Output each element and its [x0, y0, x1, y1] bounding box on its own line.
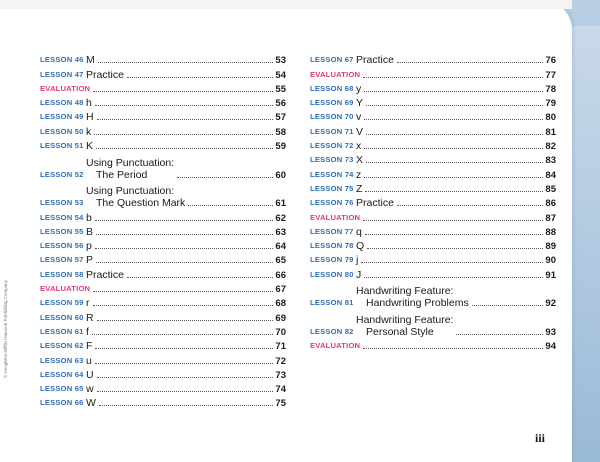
dot-leader [364, 176, 543, 178]
dot-leader [366, 104, 543, 106]
dot-leader [456, 333, 543, 335]
page-ref: 75 [275, 398, 286, 410]
dot-leader [93, 90, 273, 92]
dot-leader [95, 219, 274, 221]
toc-lesson-entry [40, 324, 286, 338]
page-ref: 82 [545, 141, 556, 153]
page-ref: 93 [545, 326, 556, 338]
lesson-label: LESSON 68 [310, 83, 354, 93]
dot-leader [365, 233, 544, 235]
page-ref: 77 [545, 69, 556, 81]
lesson-title: Practice [86, 268, 124, 281]
lesson-label: LESSON 49 [40, 112, 84, 122]
page-ref: 66 [275, 269, 286, 281]
lesson-title: H [86, 111, 94, 124]
toc-lesson-entry [310, 123, 556, 137]
lesson-label: LESSON 48 [40, 98, 84, 108]
toc-lesson-entry [310, 152, 556, 166]
dot-leader [364, 118, 543, 120]
dot-leader [93, 304, 274, 306]
page-ref: 86 [545, 198, 556, 210]
toc-lesson-entry [310, 224, 556, 238]
dot-leader [363, 347, 543, 349]
toc-evaluation-entry [40, 281, 286, 295]
lesson-label: LESSON 80 [310, 269, 354, 279]
lesson-label: LESSON 63 [40, 355, 84, 365]
toc-lesson-entry [40, 152, 286, 181]
lesson-title: V [356, 125, 364, 138]
page-ref: 81 [545, 126, 556, 138]
dot-leader [363, 76, 543, 78]
lesson-title: j [356, 254, 359, 267]
toc-lesson-entry [40, 252, 286, 266]
lesson-title: The Question Mark [96, 197, 186, 210]
lesson-title: b [86, 211, 92, 224]
toc-lesson-entry [310, 166, 556, 180]
toc-right-column [310, 52, 556, 352]
lesson-title: Using Punctuation: [86, 185, 175, 198]
lesson-label: LESSON 67 [310, 55, 354, 65]
toc-evaluation-entry [310, 209, 556, 223]
toc-lesson-entry [310, 95, 556, 109]
page-ref: 57 [275, 112, 286, 124]
page-ref: 80 [545, 112, 556, 124]
dot-leader [177, 176, 273, 178]
lesson-title: x [356, 140, 362, 153]
page-ref: 87 [545, 212, 556, 224]
lesson-label: LESSON 55 [40, 226, 84, 236]
lesson-title: Handwriting Feature: [356, 285, 454, 298]
toc-lesson-entry [310, 109, 556, 123]
dot-leader [97, 319, 274, 321]
page-ref: 56 [275, 98, 286, 110]
lesson-title: M [86, 54, 95, 67]
lesson-label: LESSON 57 [40, 255, 84, 265]
toc-lesson-entry [310, 281, 556, 310]
dot-leader [95, 247, 274, 249]
lesson-title: Q [356, 240, 365, 253]
page-ref: 92 [545, 298, 556, 310]
page-ref: 62 [275, 212, 286, 224]
page-ref: 61 [275, 198, 286, 210]
lesson-label: LESSON 69 [310, 98, 354, 108]
toc-lesson-entry [310, 138, 556, 152]
page-ref: 79 [545, 98, 556, 110]
dot-leader [94, 133, 273, 135]
page-ref: 89 [545, 241, 556, 253]
dot-leader [361, 261, 543, 263]
lesson-label: LESSON 73 [310, 155, 354, 165]
toc-lesson-entry [310, 252, 556, 266]
lesson-label: LESSON 58 [40, 269, 84, 279]
lesson-title: Personal Style [366, 325, 434, 338]
lesson-label: LESSON 81 [310, 298, 354, 308]
lesson-label: LESSON 53 [40, 198, 84, 208]
dot-leader [98, 61, 274, 63]
lesson-title: X [356, 154, 364, 167]
page-ref: 94 [545, 341, 556, 353]
dot-leader [97, 376, 274, 378]
lesson-title-block [356, 285, 469, 309]
toc-left-column [40, 52, 286, 409]
page-ref: 78 [545, 83, 556, 95]
page-ref: 69 [275, 312, 286, 324]
page-ref: 91 [545, 269, 556, 281]
lesson-title: r [86, 297, 90, 310]
page-ref: 74 [275, 384, 286, 396]
lesson-label: LESSON 46 [40, 55, 84, 65]
page-ref: 64 [275, 241, 286, 253]
page-ref: 60 [275, 169, 286, 181]
toc-lesson-entry [40, 367, 286, 381]
lesson-label: LESSON 70 [310, 112, 354, 122]
dot-leader [127, 276, 273, 278]
page-ref: 68 [275, 298, 286, 310]
dot-leader [367, 247, 543, 249]
toc-evaluation-entry [310, 66, 556, 80]
toc-lesson-entry [40, 209, 286, 223]
dot-leader [97, 118, 274, 120]
lesson-label: LESSON 65 [40, 384, 84, 394]
dot-leader [93, 290, 273, 292]
lesson-label: LESSON 74 [310, 169, 354, 179]
toc-lesson-entry [40, 309, 286, 323]
page-ref: 76 [545, 55, 556, 67]
lesson-label: LESSON 62 [40, 341, 84, 351]
dot-leader [96, 147, 273, 149]
lesson-title: k [86, 125, 92, 138]
lesson-title: z [356, 168, 362, 181]
lesson-label: EVALUATION [40, 83, 91, 93]
page-ref: 73 [275, 369, 286, 381]
lesson-label: LESSON 66 [40, 398, 84, 408]
dot-leader [97, 390, 274, 392]
lesson-title: Y [356, 97, 364, 110]
page-ref: 83 [545, 155, 556, 167]
toc-lesson-entry [40, 123, 286, 137]
lesson-label: LESSON 56 [40, 241, 84, 251]
lesson-label: LESSON 47 [40, 69, 84, 79]
toc-lesson-entry [40, 338, 286, 352]
toc-lesson-entry [40, 95, 286, 109]
dot-leader [366, 161, 543, 163]
lesson-title: B [86, 225, 94, 238]
toc-evaluation-entry [310, 338, 556, 352]
toc-lesson-entry [310, 266, 556, 280]
toc-lesson-entry [40, 109, 286, 123]
page-ref: 65 [275, 255, 286, 267]
lesson-title: R [86, 311, 94, 324]
page-ref: 85 [545, 183, 556, 195]
lesson-title: Handwriting Feature: [356, 313, 454, 326]
lesson-title: The Period [96, 168, 148, 181]
lesson-title: Practice [86, 68, 124, 81]
lesson-label: EVALUATION [310, 69, 361, 79]
top-edge [0, 0, 572, 9]
dot-leader [99, 404, 274, 406]
toc-lesson-entry [40, 266, 286, 280]
lesson-label: LESSON 52 [40, 169, 84, 179]
dot-leader [364, 90, 543, 92]
lesson-title: U [86, 368, 94, 381]
lesson-title-block [86, 185, 185, 209]
lesson-label: LESSON 54 [40, 212, 84, 222]
dot-leader [96, 233, 273, 235]
dot-leader [364, 147, 543, 149]
dot-leader [188, 204, 273, 206]
lesson-title: h [86, 97, 92, 110]
page-ref: 72 [275, 355, 286, 367]
lesson-label: LESSON 77 [310, 226, 354, 236]
toc-lesson-entry [40, 352, 286, 366]
page-ref: 59 [275, 141, 286, 153]
page-ref: 84 [545, 169, 556, 181]
toc-lesson-entry [310, 309, 556, 338]
dot-leader [95, 362, 274, 364]
lesson-title: q [356, 225, 362, 238]
toc-lesson-entry [310, 81, 556, 95]
page-ref: 55 [275, 83, 286, 95]
toc-evaluation-entry [40, 81, 286, 95]
lesson-title: w [86, 383, 94, 396]
lesson-label: LESSON 61 [40, 326, 84, 336]
page-ref: 63 [275, 226, 286, 238]
lesson-label: LESSON 50 [40, 126, 84, 136]
lesson-label: EVALUATION [310, 212, 361, 222]
dot-leader [364, 276, 543, 278]
dot-leader [366, 133, 543, 135]
lesson-title: K [86, 140, 94, 153]
lesson-title: Using Punctuation: [86, 156, 175, 169]
toc-lesson-entry [40, 52, 286, 66]
lesson-label: LESSON 59 [40, 298, 84, 308]
toc-lesson-entry [40, 181, 286, 210]
toc-lesson-entry [310, 195, 556, 209]
page-ref: 53 [275, 55, 286, 67]
page-ref: 71 [275, 341, 286, 353]
dot-leader [92, 333, 274, 335]
copyright-credit: © Houghton Mifflin Harcourt Publishing Company [3, 279, 8, 378]
lesson-label: LESSON 64 [40, 369, 84, 379]
toc-lesson-entry [310, 238, 556, 252]
lesson-label: EVALUATION [40, 284, 91, 294]
toc-lesson-entry [40, 138, 286, 152]
lesson-label: EVALUATION [310, 341, 361, 351]
lesson-title-block [86, 157, 174, 181]
lesson-label: LESSON 72 [310, 141, 354, 151]
lesson-title: p [86, 240, 92, 253]
lesson-title: W [86, 397, 96, 410]
toc-lesson-entry [40, 381, 286, 395]
toc-lesson-entry [310, 181, 556, 195]
page-ref: 54 [275, 69, 286, 81]
dot-leader [127, 76, 273, 78]
dot-leader [472, 304, 544, 306]
page-ref: 70 [275, 326, 286, 338]
lesson-title: y [356, 82, 362, 95]
page-ref: 58 [275, 126, 286, 138]
lesson-title: u [86, 354, 92, 367]
lesson-title: f [86, 325, 89, 338]
lesson-label: LESSON 82 [310, 326, 354, 336]
toc-lesson-entry [310, 52, 556, 66]
lesson-title: J [356, 268, 362, 281]
lesson-label: LESSON 79 [310, 255, 354, 265]
lesson-label: LESSON 75 [310, 183, 354, 193]
lesson-label: LESSON 51 [40, 141, 84, 151]
page-ref: 88 [545, 226, 556, 238]
lesson-label: LESSON 60 [40, 312, 84, 322]
lesson-title: Practice [356, 197, 394, 210]
lesson-label: LESSON 78 [310, 241, 354, 251]
lesson-title-block [356, 314, 453, 338]
toc-lesson-entry [40, 295, 286, 309]
dot-leader [397, 61, 543, 63]
page-ref: 67 [275, 284, 286, 296]
toc-lesson-entry [40, 238, 286, 252]
dot-leader [96, 261, 273, 263]
dot-leader [363, 219, 543, 221]
dot-leader [95, 347, 273, 349]
lesson-title: v [356, 111, 362, 124]
toc-lesson-entry [40, 224, 286, 238]
lesson-title: Handwriting Problems [366, 297, 469, 310]
dot-leader [365, 190, 543, 192]
toc-lesson-entry [40, 395, 286, 409]
lesson-label: LESSON 76 [310, 198, 354, 208]
lesson-title: P [86, 254, 94, 267]
toc-lesson-entry [40, 66, 286, 80]
lesson-title: F [86, 340, 93, 353]
dot-leader [95, 104, 274, 106]
dot-leader [397, 204, 543, 206]
lesson-title: Practice [356, 54, 394, 67]
lesson-title: Z [356, 182, 363, 195]
page-number: iii [535, 431, 546, 445]
page-ref: 90 [545, 255, 556, 267]
lesson-label: LESSON 71 [310, 126, 354, 136]
